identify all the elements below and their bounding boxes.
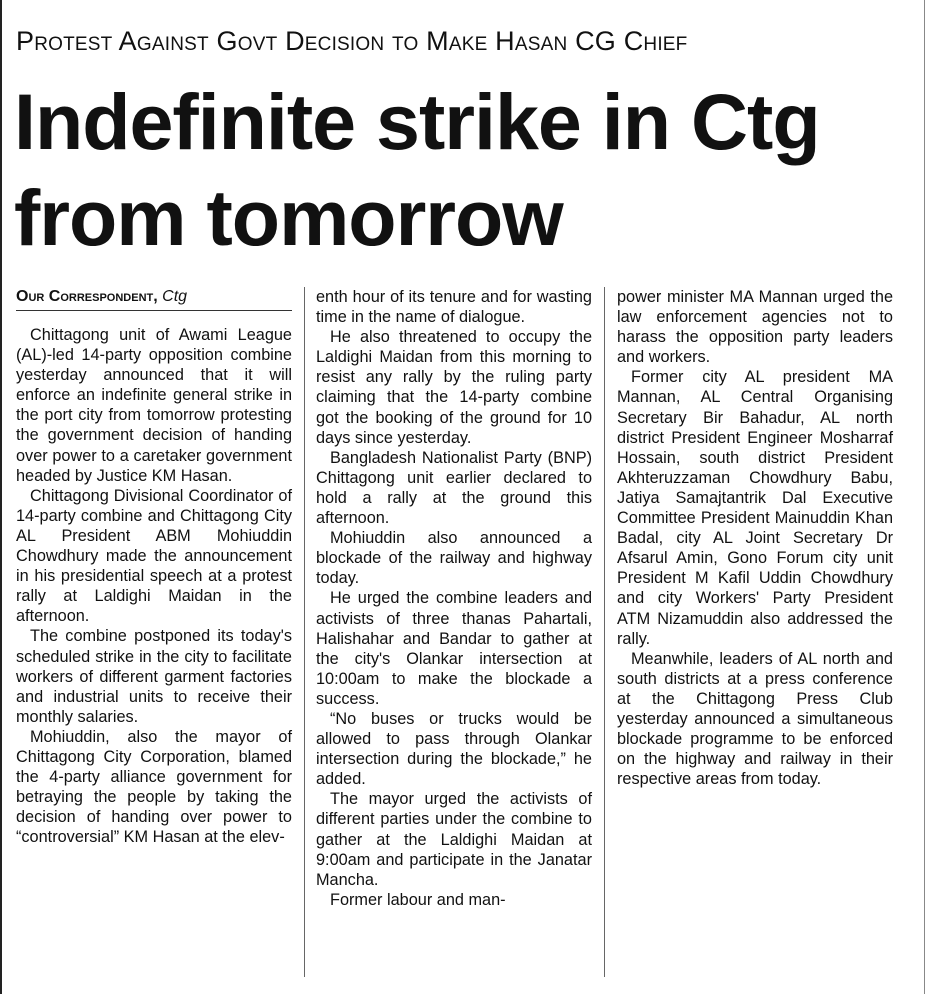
paragraph: enth hour of its tenure and for wasting time in the name of dialogue. — [316, 288, 592, 327]
column-divider — [604, 287, 605, 977]
byline-author: Our Correspondent, — [16, 288, 158, 305]
paragraph: Former labour and man- — [330, 890, 506, 909]
kicker-headline: Protest Against Govt Decision to Make Hasan CG Chief — [16, 26, 688, 56]
paragraph: The combine postponed its today's scheduled strike in the city to facilitate workers of different garment factories and industrial units to receive their monthly salaries. — [16, 627, 292, 726]
article-column-3 — [617, 287, 893, 789]
paragraph: He urged the combine leaders and activists of three thanas Pahartali, Halishahar and Bandar to gather at the city's Olankar intersection at 10:00am to make the blockade a success. — [316, 589, 592, 708]
column-divider — [304, 287, 305, 977]
paragraph: power minister MA Mannan urged the law enforcement agencies not to harass the opposition party leaders and workers. — [617, 288, 893, 367]
paragraph: “No buses or trucks would be allowed to pass through Olankar intersection during the blockade,” he added. — [316, 709, 592, 789]
paragraph: Chittagong unit of Awami League (AL)-led 14-party opposition combine yesterday announced that it will enforce an indefinite general strike in the port city from tomorrow protesting the government decision of handing over power to a caretaker government headed by Justice KM Hasan. — [16, 326, 292, 485]
paragraph: Chittagong Divisional Coordinator of 14-party combine and Chittagong City AL President ABM Mohiuddin Chowdhury made the announcement in his presidential speech at a protest rally at Laldighi Maidan in the afternoon. — [16, 486, 292, 626]
page-border — [0, 0, 2, 994]
paragraph: Mohiuddin also announced a blockade of the railway and highway today. — [316, 529, 592, 588]
paragraph: Mohiuddin, also the mayor of Chittagong City Corporation, blamed the 4-party alliance government for betraying the people by taking the decision of handing over power to “controversial” KM Hasan at the elev- — [16, 727, 292, 847]
paragraph: He also threatened to occupy the Laldighi Maidan from this morning to resist any rally by the ruling party claiming that the 14-party combine got the booking of the ground for 10 days since yesterday. — [316, 328, 592, 447]
article-column-2 — [316, 287, 592, 910]
paragraph: Meanwhile, leaders of AL north and south districts at a press conference at the Chittagong Press Club yesterday announced a simultaneous blockade programme to be enforced on the highway and railway in their respective areas from today. — [617, 649, 893, 789]
byline-place: Ctg — [162, 288, 188, 305]
main-headline: Indefinite strike in Ctg from tomorrow — [14, 77, 820, 262]
paragraph: Former city AL president MA Mannan, AL Central Organising Secretary Bir Bahadur, AL north district President Engineer Mosharraf Hossain, south district President Akhteruzzaman Chowdhury Babu, Jatiya Samajtantrik Dal Executive Committee President Mainuddin Khan Badal, city AL Joint Secretary Dr Afsarul Amin, Gono Forum city unit President M Kafil Uddin Chowdhury and city Workers' Party President ATM Nizamuddin also addressed the rally. — [617, 368, 893, 648]
paragraph: The mayor urged the activists of different parties under the combine to gather at the Laldighi Maidan at 9:00am and participate in the Janatar Mancha. — [316, 790, 592, 889]
article-column-1 — [16, 325, 292, 847]
byline — [16, 288, 292, 311]
paragraph: Bangladesh Nationalist Party (BNP) Chittagong unit earlier declared to hold a rally at the ground this afternoon. — [316, 448, 592, 528]
